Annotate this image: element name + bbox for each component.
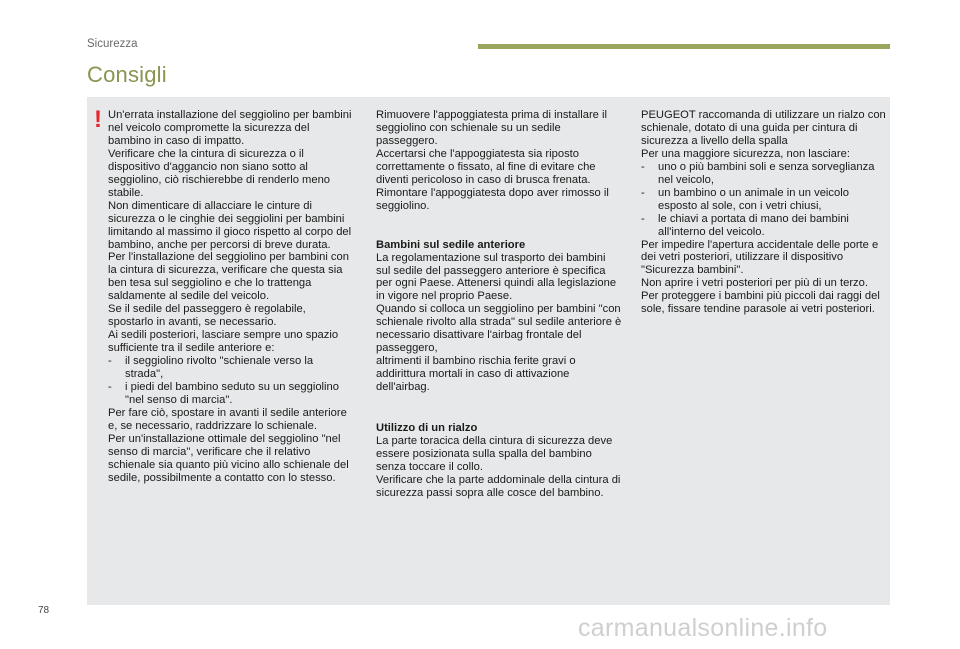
list-item — [108, 355, 354, 381]
paragraph: Un'errata installazione del seggiolino per bambini nel veicolo compromette la sicurezza del bambino in caso di impatto. — [108, 109, 352, 147]
paragraph: Per fare ciò, spostare in avanti il sedile anteriore e, se necessario, raddrizzare lo schienale. — [108, 406, 347, 432]
paragraph: Per un'installazione ottimale del seggiolino "nel senso di marcia", verificare che il relativo schienale sia quanto più vicino allo schienale del sedile, possibilmente a contatto con lo stesso. — [108, 432, 349, 484]
list-item-text: le chiavi a portata di mano dei bambini all'interno del veicolo. — [658, 212, 849, 238]
list-marker: - — [641, 212, 645, 225]
column-1 — [108, 109, 354, 485]
page-number: 78 — [38, 605, 50, 616]
list-marker: - — [641, 160, 645, 173]
paragraph: Per una maggiore sicurezza, non lasciare: — [641, 147, 850, 160]
paragraph: Non aprire i vetri posteriori per più di un terzo. — [641, 277, 868, 290]
paragraph: Accertarsi che l'appoggiatesta sia riposto correttamente o fissato, al fine di evitare che diventi pericoloso in caso di brusca frenata. — [376, 147, 596, 186]
paragraph: Per impedire l'apertura accidentale delle porte e dei vetri posteriori, utilizzare il dispositivo "Sicurezza bambini". — [641, 238, 879, 277]
exclamation-warning-icon: ! — [94, 106, 102, 133]
list-item — [641, 213, 887, 239]
subheading-booster: Utilizzo di un rialzo — [376, 422, 478, 435]
paragraph: Rimontare l'appoggiatesta dopo aver rimosso il seggiolino. — [376, 186, 609, 212]
list-item — [641, 187, 887, 213]
list-marker: - — [108, 381, 112, 394]
paragraph: La regolamentazione sul trasporto dei bambini sul sedile del passeggero anteriore è specifica per ogni Paese. Attenersi quindi alla legislazione in vigore nel proprio Paese. — [376, 251, 617, 303]
paragraph: altrimenti il bambino rischia ferite gravi o addirittura mortali in caso di attivazione dell'airbag. — [376, 355, 576, 394]
paragraph: Per l'installazione del seggiolino per bambini con la cintura di sicurezza, verificare che questa sia ben tesa sul seggiolino e che lo trattenga saldamente al sedile del veicolo. — [108, 251, 349, 303]
subheading-front-seat: Bambini sul sedile anteriore — [376, 238, 526, 251]
paragraph: Per proteggere i bambini più piccoli dai raggi del sole, fissare tendine parasole ai vetri posteriori. — [641, 290, 880, 316]
list-marker: - — [108, 355, 112, 368]
spacer — [376, 394, 622, 422]
list-item-text: i piedi del bambino seduto su un seggiolino "nel senso di marcia". — [125, 381, 339, 406]
watermark: carmanualsonline.info — [578, 614, 828, 642]
paragraph: Verificare che la parte addominale della cintura di sicurezza passi sopra alle cosce del bambino. — [376, 473, 621, 499]
page-title: Consigli — [87, 62, 167, 87]
list-item-text: il seggiolino rivolto "schienale verso la strada", — [125, 355, 314, 381]
column-3 — [641, 109, 887, 316]
paragraph: Rimuovere l'appoggiatesta prima di installare il seggiolino con schienale su un sedile passeggero. — [376, 109, 607, 147]
paragraph: Non dimenticare di allacciare le cinture di sicurezza o le cinghie dei seggiolini per bambini limitando al massimo il gioco rispetto al corpo del bambino, anche per percorsi di breve durata. — [108, 199, 352, 251]
list-item — [108, 381, 354, 407]
paragraph: PEUGEOT raccomanda di utilizzare un rialzo con schienale, dotato di una guida per cintura di sicurezza a livello della spalla — [641, 109, 886, 147]
section-label: Sicurezza — [87, 38, 138, 50]
spacer — [376, 213, 622, 239]
paragraph: La parte toracica della cintura di sicurezza deve essere posizionata sulla spalla del bambino senza toccare il collo. — [376, 435, 613, 473]
paragraph: Verificare che la cintura di sicurezza o il dispositivo d'aggancio non siano sotto al seggiolino, ciò rischierebbe di renderlo meno stabile. — [108, 147, 331, 199]
paragraph: Ai sedili posteriori, lasciare sempre uno spazio sufficiente tra il sedile anteriore e: — [108, 329, 339, 355]
list-item-text: un bambino o un animale in un veicolo esposto al sole, con i vetri chiusi, — [658, 186, 849, 212]
list-item-text: uno o più bambini soli e senza sorveglianza nel veicolo, — [658, 160, 875, 186]
paragraph: Quando si colloca un seggiolino per bambini "con schienale rivolto alla strada" sul sedile anteriore è necessario disattivare l'airbag frontale del passeggero, — [376, 303, 622, 355]
column-2 — [376, 109, 622, 500]
warning-box — [87, 97, 890, 605]
list-marker: - — [641, 186, 645, 199]
paragraph: Se il sedile del passeggero è regolabile, spostarlo in avanti, se necessario. — [108, 303, 306, 329]
header-accent-bar — [478, 44, 890, 49]
list-item — [641, 161, 887, 187]
